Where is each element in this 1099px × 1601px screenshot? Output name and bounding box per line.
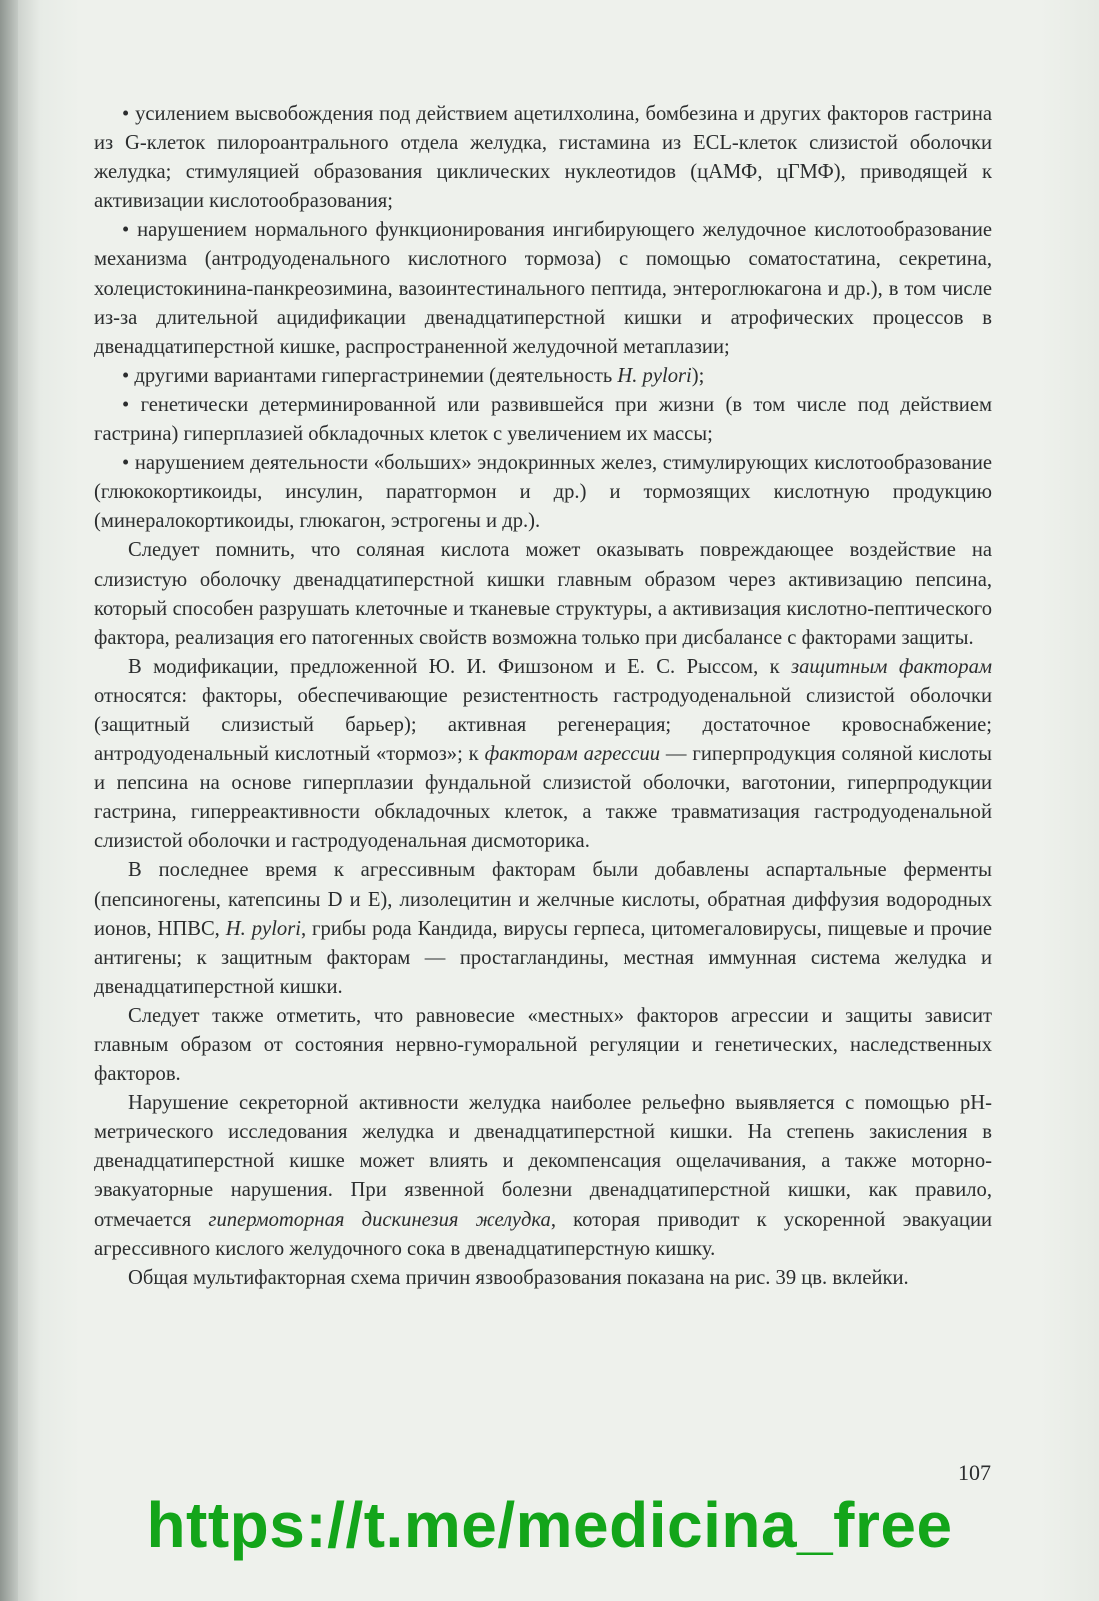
paragraph-protective-factors [94, 653, 992, 857]
page-text [94, 100, 992, 1293]
paragraph-figure-reference: Общая мультифакторная схема причин язвообразования показана на рис. 39 цв. вклейки. [128, 1266, 909, 1289]
bullet-brake-mechanism: • нарушением нормального функционирования ингибирующего желудочное кислотообразование механизма (антродуоденального кислотного тормоза) с помощью соматостатина, секретина, холецистокинина-панкреозимина, вазоинтестинального пептида, энтероглюкагона и др.), в том числе из-за длительной ацидификации двенадцатиперстной кишки и атрофических процессов в двенадцатиперстной кишке, распространенной желудочной метаплазии; [94, 219, 992, 358]
italic-term: гипермоторная дискинезия желудка [208, 1208, 551, 1231]
bullet-hyperplasia: • генетически детерминированной или развившейся при жизни (в том числе под действием гастрина) гиперплазией обкладочных клеток с увеличением их массы; [94, 393, 992, 446]
book-gutter-shadow [0, 0, 18, 1601]
paragraph-ph-metry [94, 1089, 992, 1264]
italic-term: защитным факторам [791, 655, 993, 678]
page-number: 107 [958, 1460, 991, 1485]
text-run: , которая приводит к ускоренной эвакуации агрессивного кислого желудочного сока в двенадцатиперстную кишку. [94, 1208, 992, 1260]
text-run: ); [691, 364, 705, 387]
bullet-endocrine-glands: • нарушением деятельности «больших» эндокринных желез, стимулирующих кислотообразование (глюкокортикоиды, инсулин, паратгормон и др.) и тормозящих кислотную продукцию (минералокортикоиды, глюкагон, эстрогены и др.). [94, 452, 992, 533]
italic-term: H. pylori [225, 917, 301, 940]
text-run: — гиперпродукция соляной кислоты и пепсина на основе гиперплазии фундальной слизистой оболочки, ваготонии, гиперпродукции гастрина, гиперреактивности обкладочных клеток, а также травматизация гастродуоденальной слизистой оболочки и гастродуоденальная дисмоторика. [94, 743, 992, 853]
telegram-link-watermark[interactable]: https://t.me/medicina_free [146, 1489, 953, 1561]
text-run: , грибы рода Кандида, вирусы герпеса, цитомегаловирусы, пищевые и прочие антигены; к защитным факторам — простагландины, местная иммунная система желудка и двенадцатиперстной кишки. [94, 917, 992, 998]
text-run: • другими вариантами гипергастринемии (деятельность [122, 364, 618, 387]
bullet-acid-release: • усилением высвобождения под действием ацетилхолина, бомбезина и других факторов гастрина из G-клеток пилороантрального отдела желудка, гистамина из ECL-клеток слизистой оболочки желудка; стимуляцией образования циклических нуклеотидов (цАМФ, цГМФ), приводящей к активизации кислотообразования; [94, 103, 992, 213]
text-run: В последнее время к агрессивным факторам были добавлены аспартальные ферменты (пепсиногены, катепсины D и E), лизолецитин и желчные кислоты, обратная диффузия водородных ионов, НПВС, [94, 859, 992, 940]
italic-term: факторам агрессии [484, 743, 661, 766]
italic-term: H. pylori [617, 364, 692, 387]
paragraph-balance: Следует также отметить, что равновесие «местных» факторов агрессии и защиты зависит главным образом от состояния нервно-гуморальной регуляции и генетических, наследственных факторов. [94, 1004, 992, 1086]
text-run: В модификации, предложенной Ю. И. Фишзоном и Е. С. Рыссом, к [128, 655, 792, 678]
text-run: Нарушение секреторной активности желудка наиболее рельефно выявляется с помощью pH-метрического исследования желудка и двенадцатиперстной кишки. На степень закисления в двенадцатиперстной кишке может влиять и декомпенсация ощелачивания, а также моторно-эвакуаторные нарушения. При язвенной болезни двенадцатиперстной кишки, как правило, отмечается [94, 1092, 992, 1231]
bullet-hypergastrinemia [94, 362, 992, 391]
paragraph-aggressive-factors [94, 856, 992, 1001]
paragraph-hydrochloric-acid: Следует помнить, что соляная кислота может оказывать повреждающее воздействие на слизистую оболочку двенадцатиперстной кишки главным образом через активизацию пепсина, который способен разрушать клеточные и тканевые структуры, а активизация кислотно-пептического фактора, реализация его патогенных свойств возможна только при дисбалансе с факторами защиты. [94, 539, 992, 649]
text-run: относятся: факторы, обеспечивающие резистентность гастродуоденальной слизистой оболочки (защитный слизистый барьер); активная регенерация; достаточное кровоснабжение; антродуоденальный кислотный «тормоз»; к [94, 684, 992, 766]
